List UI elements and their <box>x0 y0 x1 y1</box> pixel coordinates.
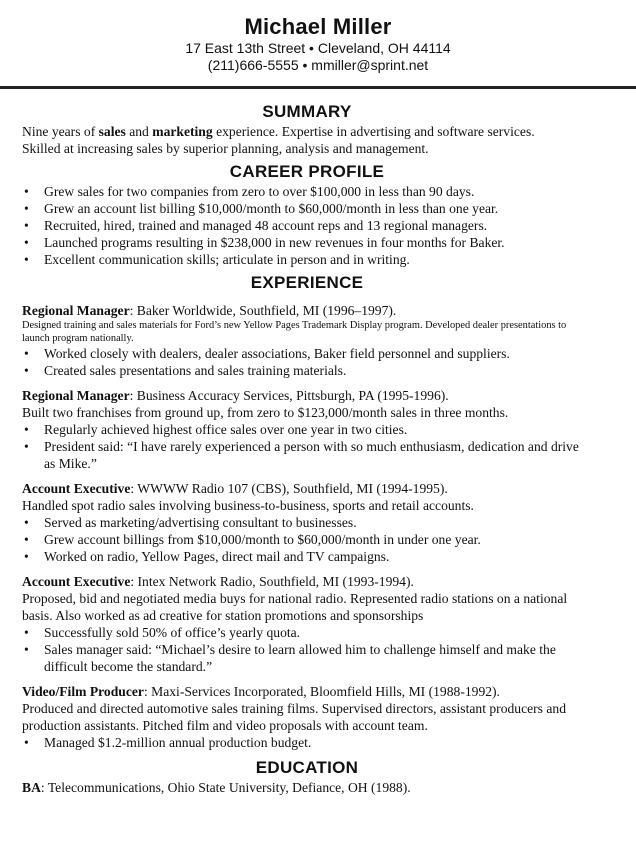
job-bullets <box>22 514 592 565</box>
summary-text: and <box>125 124 153 139</box>
job-bullet: • Grew account billings from $10,000/month to $60,000/month in under one year. <box>22 531 592 548</box>
job-role: Account Executive <box>22 481 131 496</box>
education-entry <box>22 779 592 796</box>
resume-body <box>22 101 592 796</box>
experience-heading: EXPERIENCE <box>250 273 364 292</box>
job-bullets <box>22 734 592 751</box>
job-entry <box>22 683 592 751</box>
job-entry <box>22 573 592 675</box>
job-org: : Intex Network Radio, Southfield, MI (1993-1994). <box>130 574 414 589</box>
job-bullets <box>22 345 592 379</box>
degree: BA <box>22 780 41 795</box>
summary-bold-sales: sales <box>98 124 126 139</box>
career-heading: CAREER PROFILE <box>229 162 385 181</box>
job-bullet: • Managed $1.2-million annual production budget. <box>22 734 592 751</box>
job-title-line <box>22 302 592 319</box>
job-org: : Maxi-Services Incorporated, Bloomfield Hills, MI (1988-1992). <box>143 684 500 699</box>
career-item: • Launched programs resulting in $238,000 in new revenues in four months for Baker. <box>22 234 592 251</box>
job-entry <box>22 387 592 472</box>
job-bullet: • Sales manager said: “Michael’s desire to learn allowed him to challenge himself and make the difficult become the standard.” <box>22 641 592 675</box>
summary-text: experience. Expertise in advertising and software services. <box>212 124 535 139</box>
career-item: • Grew an account list billing $10,000/month to $60,000/month in less than one year. <box>22 200 592 217</box>
address-line: 17 East 13th Street • Cleveland, OH 44114 <box>185 40 451 56</box>
job-title-line <box>22 573 592 590</box>
job-bullet: • Successfully sold 50% of office’s yearly quota. <box>22 624 592 641</box>
career-item: • Recruited, hired, trained and managed 48 account reps and 13 regional managers. <box>22 217 592 234</box>
career-item: • Grew sales for two companies from zero to over $100,000 in less than 90 days. <box>22 183 592 200</box>
job-title-line <box>22 480 592 497</box>
job-bullets <box>22 624 592 675</box>
job-bullet: • Created sales presentations and sales training materials. <box>22 362 592 379</box>
job-org: : Business Accuracy Services, Pittsburgh, PA (1995-1996). <box>129 388 449 403</box>
job-org: : Baker Worldwide, Southfield, MI (1996–1997). <box>129 303 397 318</box>
career-item: • Excellent communication skills; articulate in person and in writing. <box>22 251 592 268</box>
job-description: Proposed, bid and negotiated media buys for national radio. Represented radio stations on a national basis. Also worked as ad creative for station promotions and sponsorships <box>22 591 568 623</box>
job-description: Built two franchises from ground up, from zero to $123,000/month sales in three months. <box>22 405 509 420</box>
job-role: Account Executive <box>22 574 131 589</box>
education-heading: EDUCATION <box>255 758 359 777</box>
job-bullet: • Worked on radio, Yellow Pages, direct mail and TV campaigns. <box>22 548 592 565</box>
header-divider <box>0 86 636 89</box>
job-role: Regional Manager <box>22 303 130 318</box>
job-title-line <box>22 683 592 700</box>
job-bullet: • Regularly achieved highest office sales over one year in two cities. <box>22 421 592 438</box>
job-role: Video/Film Producer <box>22 684 144 699</box>
contact-line: (211)666-5555 • mmiller@sprint.net <box>207 57 429 73</box>
job-entry <box>22 480 592 565</box>
summary-line-2: Skilled at increasing sales by superior planning, analysis and management. <box>22 141 429 156</box>
career-list <box>22 183 592 268</box>
resume-header <box>0 0 636 74</box>
job-org: : WWWW Radio 107 (CBS), Southfield, MI (1994-1995). <box>130 481 448 496</box>
job-description: Handled spot radio sales involving business-to-business, sports and retail accounts. <box>22 498 474 513</box>
summary-text: Nine years of <box>22 124 99 139</box>
job-description: Produced and directed automotive sales training films. Supervised directors, assistant producers and production assistants. Pitched film and video proposals with account team. <box>22 701 566 733</box>
job-title-line <box>22 387 592 404</box>
job-description: Designed training and sales materials for Ford’s new Yellow Pages Trademark Display program. Developed dealer presentations to launch program nationally. <box>22 320 567 344</box>
job-bullet: • President said: “I have rarely experienced a person with so much enthusiasm, dedication and drive as Mike.” <box>22 438 592 472</box>
job-bullets <box>22 421 592 472</box>
job-role: Regional Manager <box>22 388 130 403</box>
summary-line-1 <box>22 123 592 140</box>
job-bullet: • Served as marketing/advertising consultant to businesses. <box>22 514 592 531</box>
candidate-name: Michael Miller <box>244 14 392 39</box>
job-entry <box>22 302 592 379</box>
summary-heading: SUMMARY <box>262 102 352 121</box>
summary-bold-marketing: marketing <box>152 124 213 139</box>
job-bullet: • Worked closely with dealers, dealer associations, Baker field personnel and suppliers. <box>22 345 592 362</box>
education-detail: : Telecommunications, Ohio State University, Defiance, OH (1988). <box>40 780 411 795</box>
